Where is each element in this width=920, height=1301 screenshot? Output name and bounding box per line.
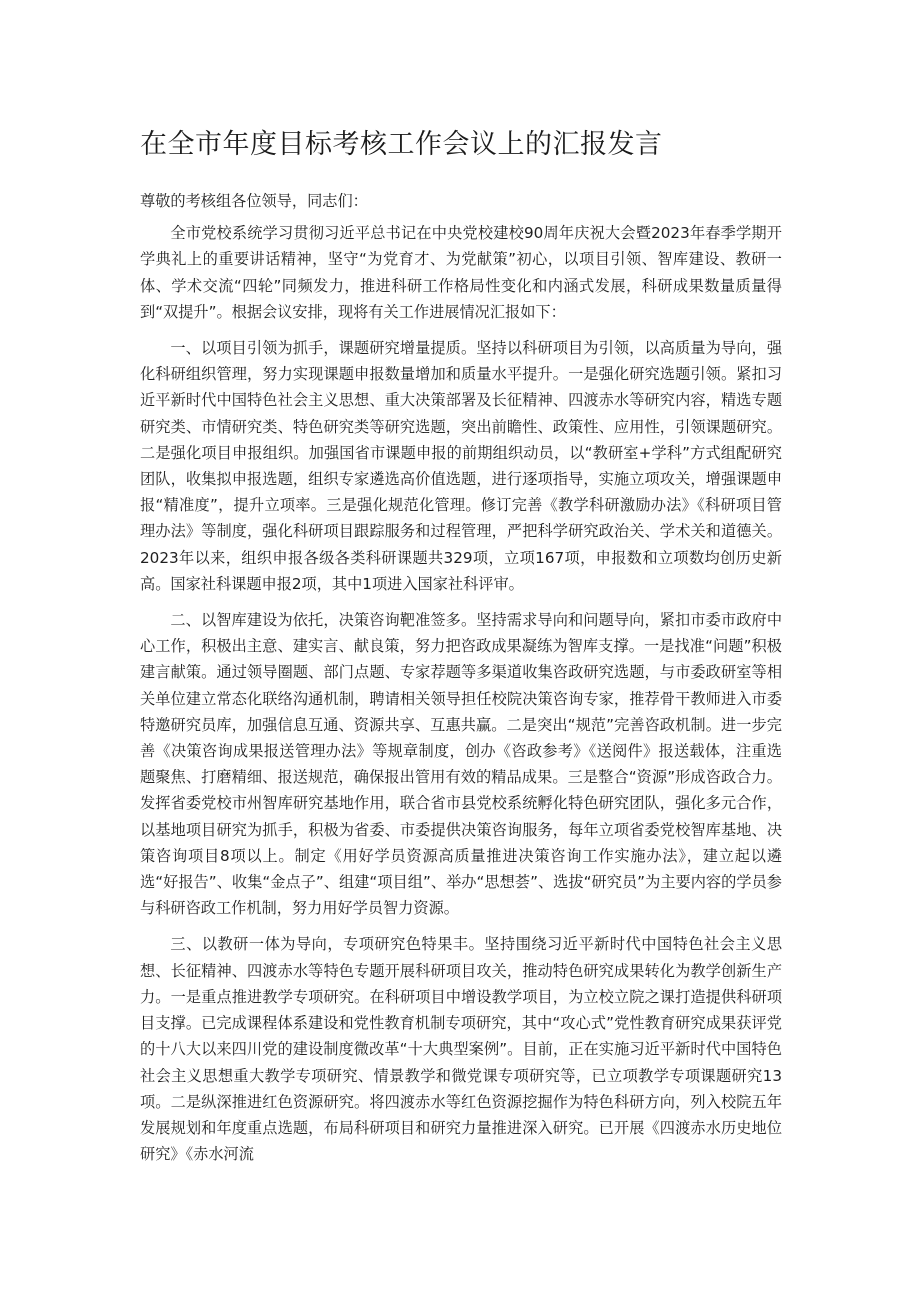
salutation: 尊敬的考核组各位领导，同志们： — [140, 192, 368, 210]
paragraph-intro: 全市党校系统学习贯彻习近平总书记在中央党校建校90周年庆祝大会暨2023年春季学期开学典礼上的重要讲话精神，坚守“为党育才、为党献策”初心，以项目引领、智库建设、教研一体、学术交流“四轮”同频发力，推进科研工作格局性变化和内涵式发展，科研成果数量质量得到“双提升”。根据会议安排，现将有关工作进展情况汇报如下： — [140, 224, 782, 321]
document-title: 在全市年度目标考核工作会议上的汇报发言 — [140, 129, 663, 160]
document-body — [140, 188, 782, 1177]
paragraph-section-3: 三、以教研一体为导向，专项研究色特果丰。坚持围绕习近平新时代中国特色社会主义思想、长征精神、四渡赤水等特色专题开展科研项目攻关，推动特色研究成果转化为教学创新生产力。一是重点推进教学专项研究。在科研项目中增设教学项目，为立校立院之课打造提供科研项目支撑。已完成课程体系建设和党性教育机制专项研究，其中“攻心式”党性教育研究成果获评党的十八大以来四川党的建设制度微改革“十大典型案例”。目前，正在实施习近平新时代中国特色社会主义思想重大教学专项研究、情景教学和微党课专项研究等，已立项教学专项课题研究13项。二是纵深推进红色资源研究。将四渡赤水等红色资源挖掘作为特色科研方向，列入校院五年发展规划和年度重点选题，布局科研项目和研究力量推进深入研究。已开展《四渡赤水历史地位研究》《赤水河流 — [140, 935, 782, 1164]
paragraph-section-2: 二、以智库建设为依托，决策咨询靶准签多。坚持需求导向和问题导向，紧扣市委市政府中心工作，积极出主意、建实言、献良策，努力把咨政成果凝练为智库支撑。一是找准“问题”积极建言献策。通过领导圈题、部门点题、专家荐题等多渠道收集咨政研究选题，与市委政研室等相关单位建立常态化联络沟通机制，聘请相关领导担任校院决策咨询专家，推荐骨干教师进入市委特邀研究员库，加强信息互通、资源共享、互惠共赢。二是突出“规范”完善咨政机制。进一步完善《决策咨询成果报送管理办法》等规章制度，创办《咨政参考》《送阅件》报送载体，注重选题聚焦、打磨精细、报送规范，确保报出管用有效的精品成果。三是整合“资源”形成咨政合力。发挥省委党校市州智库研究基地作用，联合省市县党校系统孵化特色研究团队，强化多元合作，以基地项目研究为抓手，积极为省委、市委提供决策咨询服务，每年立项省委党校智库基地、决策咨询项目8项以上。制定《用好学员资源高质量推进决策咨询工作实施办法》，建立起以遴选“好报告”、收集“金点子”、组建“项目组”、举办“思想荟”、选拔“研究员”为主要内容的学员参与科研咨政工作机制，努力用好学员智力资源。 — [140, 611, 782, 918]
paragraph-section-1: 一、以项目引领为抓手，课题研究增量提质。坚持以科研项目为引领，以高质量为导向，强化科研组织管理，努力实现课题申报数量增加和质量水平提升。一是强化研究选题引领。紧扣习近平新时代中国特色社会主义思想、重大决策部署及长征精神、四渡赤水等研究内容，精选专题研究类、市情研究类、特色研究类等研究选题，突出前瞻性、政策性、应用性，引领课题研究。二是强化项目申报组织。加强国省市课题申报的前期组织动员，以“教研室+学科”方式组配研究团队，收集拟申报选题，组织专家遴选高价值选题，进行逐项指导，实施立项攻关，增强课题申报“精准度”，提升立项率。三是强化规范化管理。修订完善《教学科研激励办法》《科研项目管理办法》等制度，强化科研项目跟踪服务和过程管理，严把科学研究政治关、学术关和道德关。2023年以来，组织申报各级各类科研课题共329项，立项167项，申报数和立项数均创历史新高。国家社科课题申报2项，其中1项进入国家社科评审。 — [140, 339, 782, 593]
